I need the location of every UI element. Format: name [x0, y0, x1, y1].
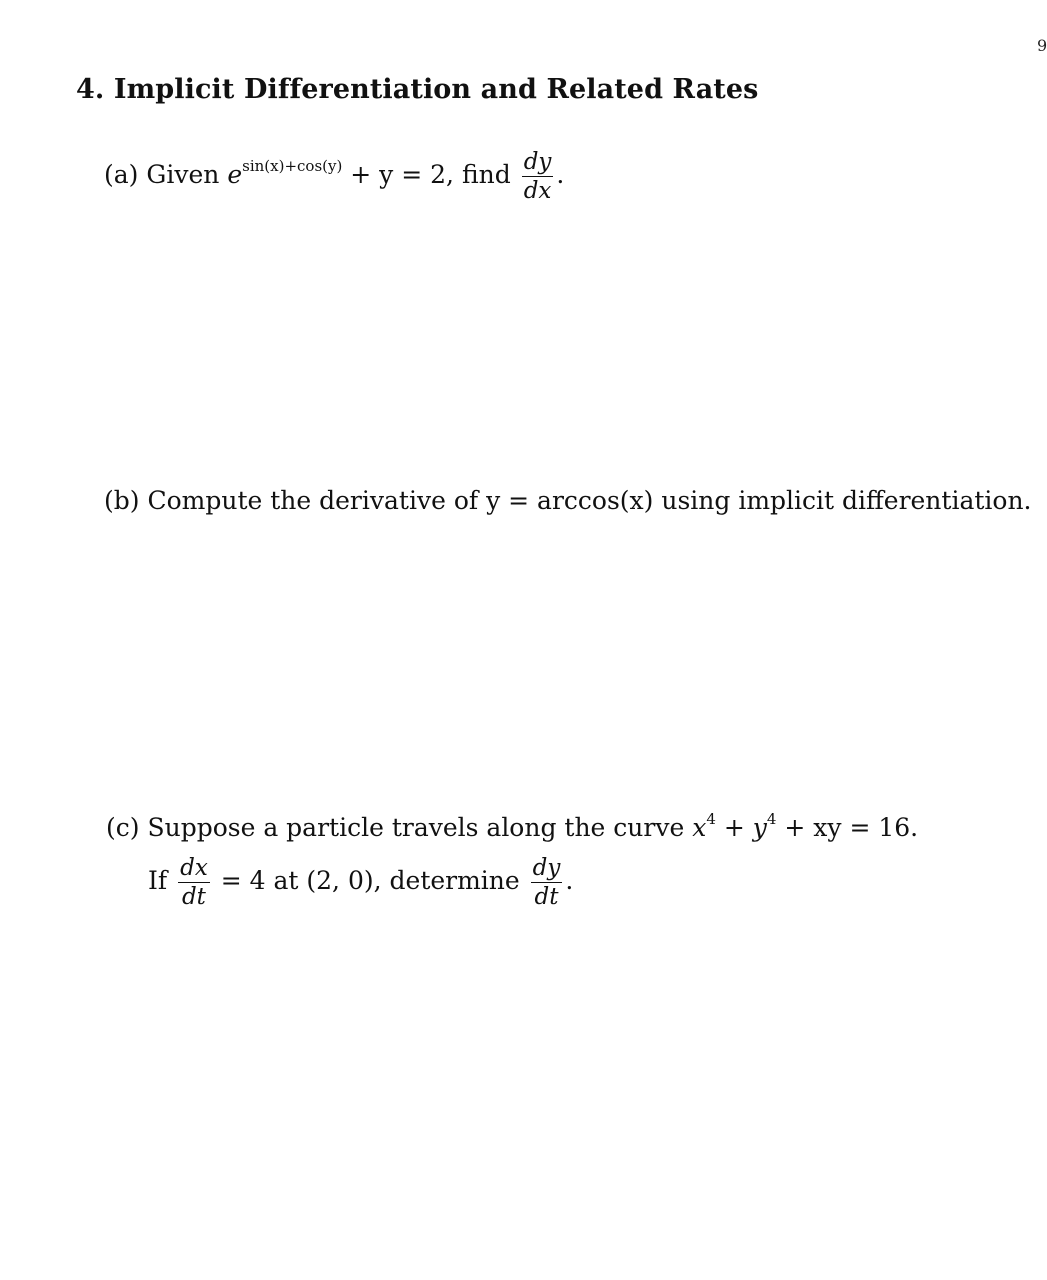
part-a-base: e: [227, 160, 243, 190]
part-c-rate-denominator: dt: [181, 884, 206, 911]
part-c-rate-value: = 4 at (2, 0),: [220, 866, 382, 896]
part-c-curve-exp2: 4: [766, 810, 777, 828]
part-c-target-denominator: dt: [534, 884, 559, 911]
part-c-curve-x: x: [692, 813, 707, 842]
part-c-rate-fraction: [178, 856, 210, 909]
problem-part-a: [104, 150, 564, 203]
part-a-end-punct: .: [556, 160, 565, 190]
part-b-text-after: using implicit differentiation.: [661, 486, 1032, 515]
part-c-if-word: If: [148, 866, 168, 896]
part-c-rate-numerator: dx: [178, 856, 210, 883]
part-b-label: (b): [104, 486, 140, 515]
part-c-target-fraction: [531, 856, 563, 909]
part-a-target-denominator: dx: [523, 178, 552, 205]
part-a-given-word: Given: [146, 160, 220, 190]
part-b-text-before: Compute the derivative of: [147, 486, 479, 515]
part-c-curve-plus: +: [723, 813, 745, 842]
page-corner-mark: 9: [1037, 36, 1047, 55]
part-a-target-numerator: dy: [522, 150, 554, 177]
problem-part-c-line2: [148, 856, 573, 909]
part-a-label: (a): [104, 160, 139, 190]
section-title: 4. Implicit Differentiation and Related Rates: [76, 74, 759, 105]
problem-part-c-line1: [106, 810, 919, 842]
part-c-determine-word: determine: [389, 866, 520, 896]
part-c-target-numerator: dy: [531, 856, 563, 883]
part-a-target-fraction: [522, 150, 554, 203]
part-c-curve-exp1: 4: [706, 810, 716, 828]
part-a-equation: [227, 157, 462, 190]
part-c-curve-y: y: [752, 813, 767, 842]
part-c-curve-tail: + xy = 16.: [784, 813, 919, 842]
problem-part-b: [104, 488, 1032, 513]
part-c-end-punct: .: [565, 866, 574, 896]
part-c-label: (c): [106, 813, 140, 842]
part-a-equation-tail: + y = 2,: [350, 160, 454, 190]
part-c-curve-equation: [692, 810, 919, 842]
part-b-equation: y = arccos(x): [486, 486, 654, 515]
part-c-line1-text: Suppose a particle travels along the curve: [147, 813, 685, 842]
part-a-exponent: sin(x)+cos(y): [242, 157, 343, 176]
part-a-find-word: find: [461, 160, 511, 190]
